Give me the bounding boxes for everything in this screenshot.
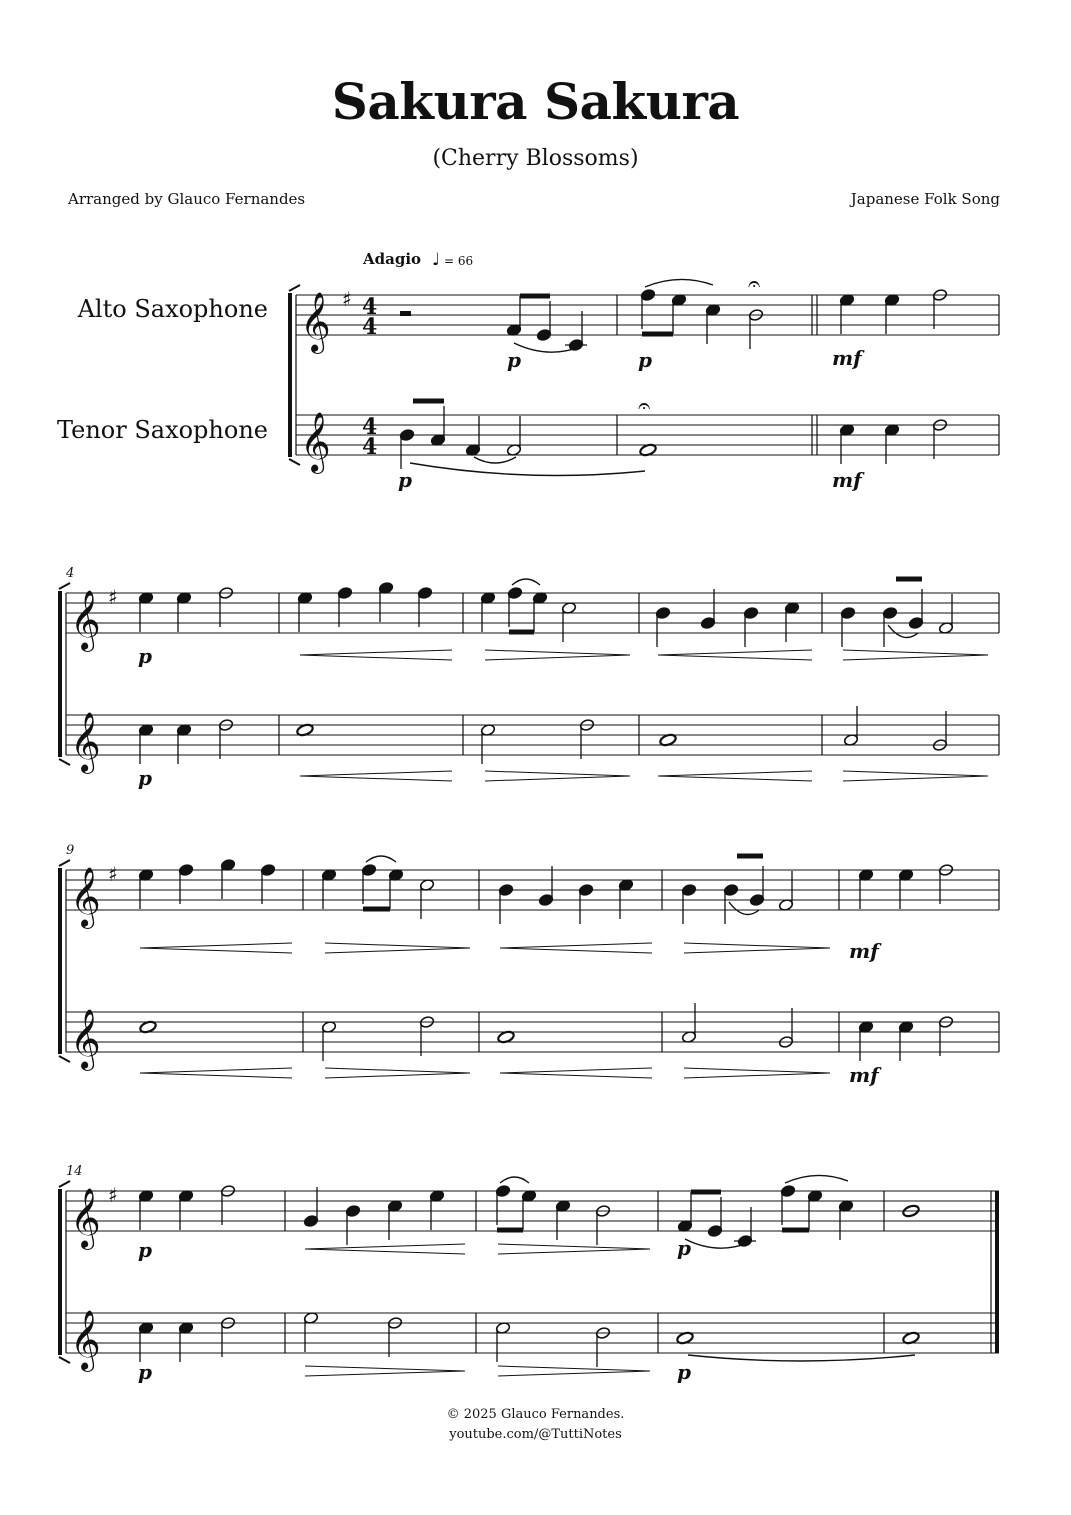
dynamic-p: p <box>638 348 652 372</box>
composer-credit: Japanese Folk Song <box>850 190 1000 208</box>
dynamic-p: p <box>138 644 152 668</box>
crescendo-hairpin <box>300 776 452 781</box>
decrescendo-hairpin <box>325 1073 470 1078</box>
decrescendo-hairpin <box>325 1068 470 1073</box>
instrument-label-tenor: Tenor Saxophone <box>56 416 268 444</box>
crescendo-hairpin <box>305 1249 465 1254</box>
measure-number: 9 <box>66 843 75 858</box>
crescendo-hairpin <box>500 1073 652 1078</box>
fermata-icon: 𝄐 <box>638 394 651 419</box>
decrescendo-hairpin <box>684 948 830 953</box>
treble-clef-icon: 𝄞 <box>70 712 101 772</box>
arranger-credit: Arranged by Glauco Fernandes <box>68 190 306 208</box>
crescendo-hairpin <box>305 1244 465 1249</box>
dynamic-mf: mf <box>849 1063 879 1087</box>
decrescendo-hairpin <box>498 1249 650 1254</box>
system-bracket-hook <box>59 1357 70 1363</box>
dynamic-p: p <box>677 1236 691 1260</box>
crescendo-hairpin <box>500 1068 652 1073</box>
treble-clef-icon: 𝄞 <box>70 1310 101 1370</box>
crescendo-hairpin <box>658 771 812 776</box>
decrescendo-hairpin <box>684 943 830 948</box>
decrescendo-hairpin <box>485 655 630 660</box>
tempo-marking: Adagio <box>363 250 422 268</box>
crescendo-hairpin <box>500 948 652 953</box>
decrescendo-hairpin <box>843 655 988 660</box>
system-bracket-hook <box>59 1056 70 1062</box>
decrescendo-hairpin <box>485 771 630 776</box>
decrescendo-hairpin <box>485 776 630 781</box>
piece-subtitle: (Cherry Blossoms) <box>432 146 639 171</box>
treble-clef-icon: 𝄞 <box>70 867 101 927</box>
decrescendo-hairpin <box>843 650 988 655</box>
dynamic-mf: mf <box>832 468 862 492</box>
time-signature-numerator: 4 <box>362 294 378 320</box>
slur <box>645 279 713 287</box>
footer-copyright: © 2025 Glauco Fernandes. <box>446 1407 625 1422</box>
slur <box>688 1355 915 1361</box>
decrescendo-hairpin <box>498 1366 650 1371</box>
dynamic-p: p <box>677 1360 691 1384</box>
dynamic-p: p <box>138 1360 152 1384</box>
decrescendo-hairpin <box>684 1068 830 1073</box>
crescendo-hairpin <box>300 771 452 776</box>
decrescendo-hairpin <box>843 776 988 781</box>
decrescendo-hairpin <box>325 943 470 948</box>
decrescendo-hairpin <box>485 650 630 655</box>
crescendo-hairpin <box>140 948 292 953</box>
slur <box>785 1175 848 1183</box>
treble-clef-icon: 𝄞 <box>70 1009 101 1069</box>
half-rest-icon <box>400 311 411 316</box>
system-bracket-hook <box>289 459 300 465</box>
crescendo-hairpin <box>500 943 652 948</box>
dynamic-mf: mf <box>832 346 862 370</box>
crescendo-hairpin <box>658 650 812 655</box>
treble-clef-icon: 𝄞 <box>300 292 331 352</box>
time-signature-denominator: 4 <box>362 314 378 340</box>
slur <box>474 457 516 463</box>
treble-clef-icon: 𝄞 <box>70 590 101 650</box>
decrescendo-hairpin <box>305 1366 465 1371</box>
crescendo-hairpin <box>140 943 292 948</box>
slur <box>500 1177 529 1183</box>
crescendo-hairpin <box>658 776 812 781</box>
system-bracket-hook <box>59 583 70 589</box>
decrescendo-hairpin <box>684 1073 830 1078</box>
decrescendo-hairpin <box>498 1244 650 1249</box>
key-signature-sharp-icon: ♯ <box>108 1183 118 1207</box>
slur <box>410 463 645 476</box>
dynamic-p: p <box>138 766 152 790</box>
tempo-note-icon: ♩ <box>432 250 441 270</box>
dynamic-p: p <box>398 468 412 492</box>
measure-number: 14 <box>66 1164 83 1179</box>
footer-channel: youtube.com/@TuttiNotes <box>449 1427 622 1442</box>
decrescendo-hairpin <box>325 948 470 953</box>
decrescendo-hairpin <box>305 1371 465 1376</box>
key-signature-sharp-icon: ♯ <box>108 862 118 886</box>
tempo-value: = 66 <box>444 254 474 268</box>
slur <box>366 856 396 862</box>
crescendo-hairpin <box>140 1068 292 1073</box>
crescendo-hairpin <box>658 655 812 660</box>
system-bracket-hook <box>289 285 300 291</box>
system-bracket-hook <box>59 759 70 765</box>
crescendo-hairpin <box>300 655 452 660</box>
system-bracket-hook <box>59 860 70 866</box>
dynamic-mf: mf <box>849 939 879 963</box>
decrescendo-hairpin <box>498 1371 650 1376</box>
crescendo-hairpin <box>140 1073 292 1078</box>
time-signature-denominator: 4 <box>362 434 378 460</box>
time-signature-numerator: 4 <box>362 414 378 440</box>
treble-clef-icon: 𝄞 <box>70 1188 101 1248</box>
slur <box>512 579 540 585</box>
system-bracket-hook <box>59 1181 70 1187</box>
treble-clef-icon: 𝄞 <box>300 412 331 472</box>
key-signature-sharp-icon: ♯ <box>108 585 118 609</box>
measure-number: 4 <box>66 566 75 581</box>
crescendo-hairpin <box>300 650 452 655</box>
instrument-label-alto: Alto Saxophone <box>77 295 268 323</box>
fermata-icon: 𝄐 <box>748 272 761 297</box>
dynamic-p: p <box>507 348 521 372</box>
key-signature-sharp-icon: ♯ <box>342 287 352 311</box>
piece-title: Sakura Sakura <box>331 72 740 131</box>
decrescendo-hairpin <box>843 771 988 776</box>
dynamic-p: p <box>138 1238 152 1262</box>
